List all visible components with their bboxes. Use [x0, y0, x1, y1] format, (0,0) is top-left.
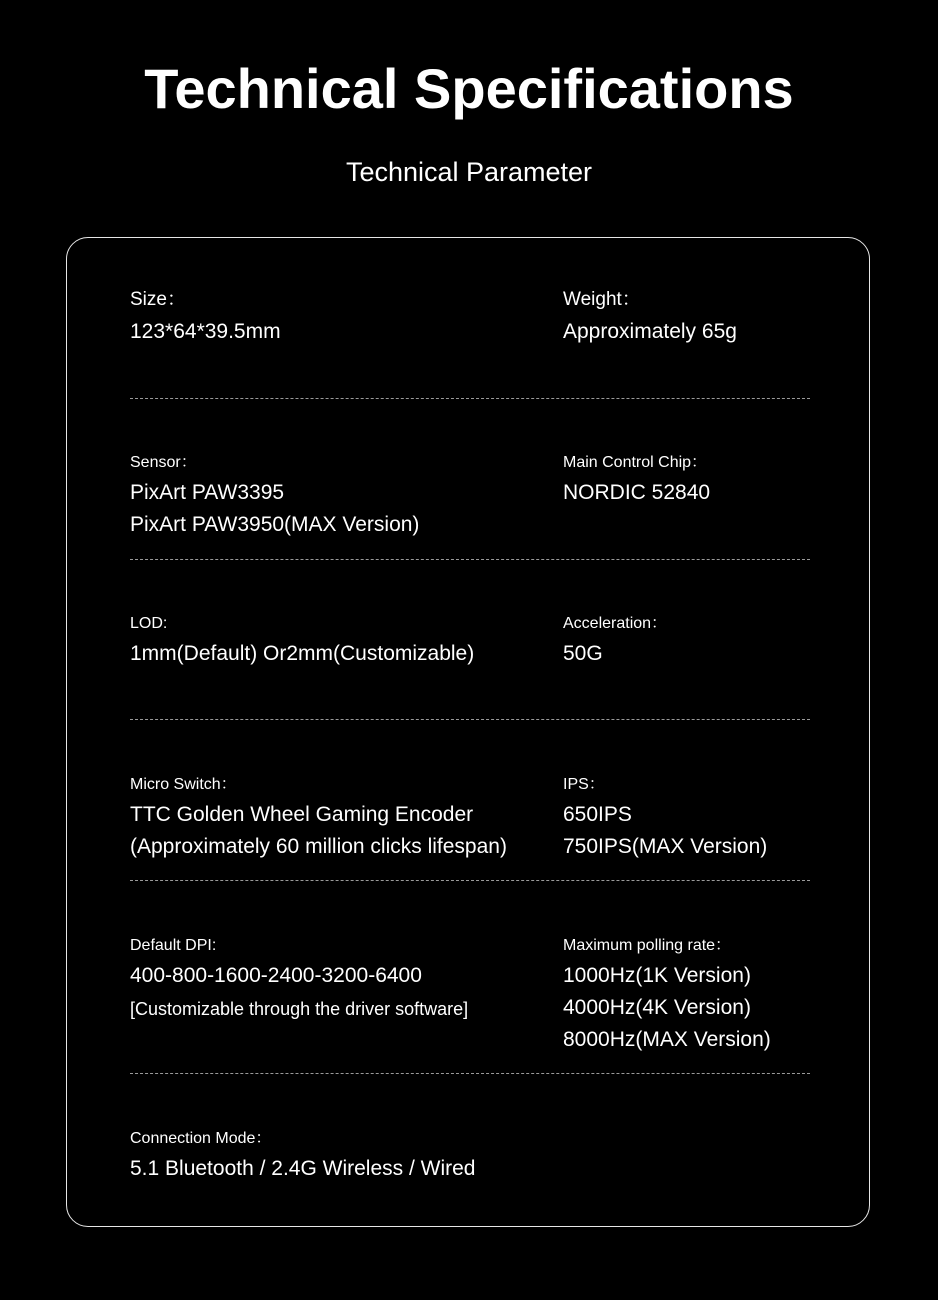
connection-value: 5.1 Bluetooth / 2.4G Wireless / Wired	[130, 1157, 476, 1180]
dpi-label: Default DPI:	[130, 937, 217, 954]
sensor-value-1: PixArt PAW3395	[130, 481, 285, 504]
ips-label: IPS：	[563, 776, 605, 793]
polling-value-2: 4000Hz(4K Version)	[563, 996, 751, 1019]
ips-value-2: 750IPS(MAX Version)	[563, 835, 768, 858]
dpi-value: 400-800-1600-2400-3200-6400	[130, 964, 422, 987]
polling-label: Maximum polling rate：	[563, 937, 732, 954]
polling-value-3: 8000Hz(MAX Version)	[563, 1028, 771, 1051]
acceleration-value: 50G	[563, 642, 603, 665]
polling-value-1: 1000Hz(1K Version)	[563, 964, 751, 987]
chip-value: NORDIC 52840	[563, 481, 711, 504]
sensor-label: Sensor：	[130, 454, 197, 471]
chip-label: Main Control Chip：	[563, 454, 708, 471]
lod-value: 1mm(Default) Or2mm(Customizable)	[130, 642, 475, 665]
size-value: 123*64*39.5mm	[130, 320, 281, 343]
page-subtitle: Technical Parameter	[345, 157, 593, 187]
lod-label: LOD:	[130, 615, 168, 632]
row-divider	[130, 1073, 810, 1074]
row-divider	[130, 880, 810, 881]
sensor-value-2: PixArt PAW3950(MAX Version)	[130, 513, 420, 536]
row-divider	[130, 719, 810, 720]
micro-switch-label: Micro Switch：	[130, 776, 237, 793]
dpi-note: [Customizable through the driver software]	[130, 999, 469, 1019]
row-divider	[130, 398, 810, 399]
weight-value: Approximately 65g	[563, 320, 737, 343]
spec-card	[66, 237, 870, 1227]
connection-label: Connection Mode：	[130, 1130, 272, 1147]
row-divider	[130, 559, 810, 560]
weight-label: Weight：	[563, 289, 641, 310]
size-label: Size：	[130, 289, 186, 310]
ips-value-1: 650IPS	[563, 803, 632, 826]
micro-switch-value-2: (Approximately 60 million clicks lifespan)	[130, 835, 507, 858]
acceleration-label: Acceleration：	[563, 615, 668, 632]
page-title: Technical Specifications	[144, 57, 794, 120]
micro-switch-value-1: TTC Golden Wheel Gaming Encoder	[130, 803, 474, 826]
